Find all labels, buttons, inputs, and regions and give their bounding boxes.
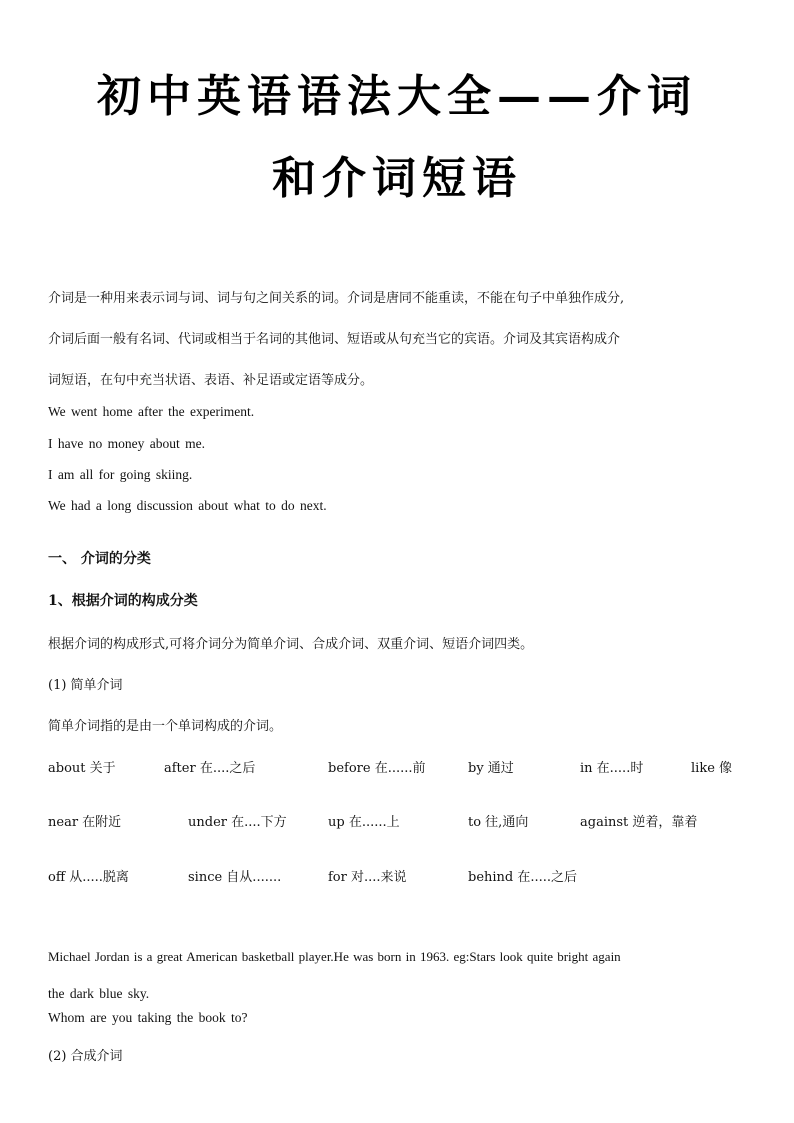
preposition-entry: up 在......上: [328, 815, 400, 830]
preposition-entry: before 在......前: [328, 761, 426, 776]
preposition-entry: to 往,通向: [468, 815, 529, 830]
preposition-entry: like 像: [691, 761, 733, 776]
example-sentence: I am all for going skiing.: [48, 467, 193, 482]
preposition-entry: near 在附近: [48, 815, 122, 830]
intro-paragraph-line-1: 介词是一种用来表示词与词、词与句之间关系的词。介词是唐同不能重读，不能在句子中单独作成分,: [48, 291, 625, 306]
intro-paragraph-line-3: 词短语，在句中充当状语、表语、补足语或定语等成分。: [48, 373, 374, 388]
example-paragraph-line-2: the dark blue sky.: [48, 986, 150, 1001]
preposition-entry: since 自从.......: [188, 870, 282, 885]
preposition-entry: in 在.....时: [580, 761, 644, 776]
subsection-heading: 1、根据介词的构成分类: [48, 593, 198, 609]
preposition-entry: for 对....来说: [328, 870, 407, 885]
simple-prepositions-text: 简单介词指的是由一个单词构成的介词。: [48, 719, 283, 734]
example-sentence: We went home after the experiment.: [48, 404, 255, 419]
title-line-2: 和介词短语: [272, 153, 522, 204]
preposition-entry: against 逆着，靠着: [580, 815, 698, 830]
compound-prepositions-label: (2) 合成介词: [48, 1049, 123, 1064]
example-paragraph-line-1: Michael Jordan is a great American basketball player.He was born in 1963. eg:Stars look quite bright again: [48, 949, 621, 964]
simple-prepositions-label: (1) 简单介词: [48, 678, 123, 693]
example-paragraph-line-3: Whom are you taking the book to?: [48, 1010, 248, 1025]
preposition-entry: by 通过: [468, 761, 514, 776]
preposition-entry: about 关于: [48, 761, 116, 776]
section-heading: 一、 介词的分类: [48, 551, 151, 567]
preposition-entry: behind 在.....之后: [468, 870, 578, 885]
subsection-text: 根据介词的构成形式,可将介词分为简单介词、合成介词、双重介词、短语介词四类。: [48, 637, 534, 652]
example-sentence: We had a long discussion about what to do next.: [48, 498, 327, 513]
preposition-entry: after 在....之后: [164, 761, 256, 776]
preposition-entry: under 在....下方: [188, 815, 287, 830]
intro-paragraph-line-2: 介词后面一般有名词、代词或相当于名词的其他词、短语或从句充当它的宾语。介词及其宾语构成介: [48, 332, 621, 347]
title-line-1: 初中英语语法大全——介词: [97, 71, 697, 122]
example-sentence: I have no money about me.: [48, 436, 205, 451]
preposition-entry: off 从.....脱离: [48, 870, 129, 885]
